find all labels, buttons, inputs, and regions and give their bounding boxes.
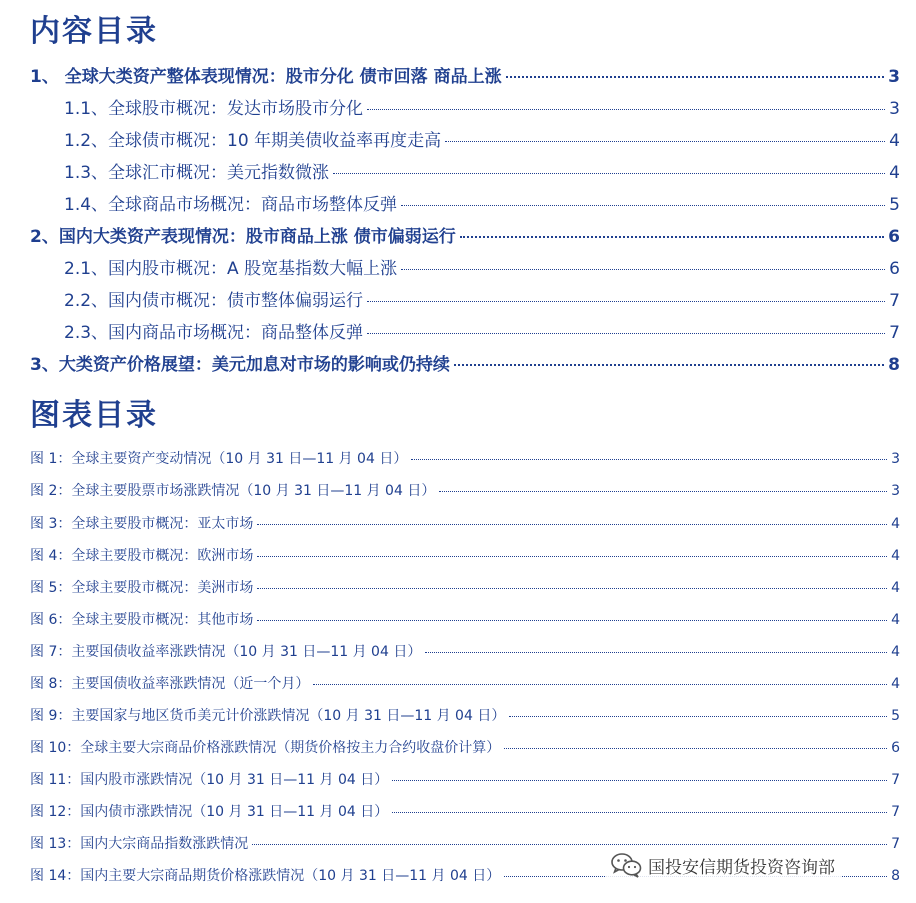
toc-entry-label: 2.3、国内商品市场概况：商品整体反弹: [64, 323, 364, 343]
toc-entry-label: 1.4、全球商品市场概况：商品市场整体反弹: [64, 195, 398, 215]
dot-leader: [454, 364, 884, 366]
figure-entry-page: 6: [891, 740, 900, 756]
figure-entry-label: 图 7：主要国债收益率涨跌情况（10 月 31 日—11 月 04 日）: [30, 644, 422, 660]
figure-entry[interactable]: [30, 801, 900, 827]
toc-entry-page: 6: [888, 227, 900, 247]
figure-entry-page: 3: [891, 451, 900, 467]
figure-entry-page: 3: [891, 483, 900, 499]
figure-entry[interactable]: [30, 737, 900, 763]
toc-entry-label: 1.2、全球债市概况：10 年期美债收益率再度走高: [64, 131, 442, 151]
dot-leader: [257, 524, 887, 525]
toc-entry[interactable]: [30, 222, 900, 252]
dot-leader: [333, 173, 885, 174]
toc-entry-label: 2.2、国内债市概况：债市整体偏弱运行: [64, 291, 364, 311]
figure-entry[interactable]: [30, 673, 900, 699]
figure-entry-page: 4: [891, 612, 900, 628]
figure-entry-label: 图 8：主要国债收益率涨跌情况（近一个月）: [30, 676, 310, 692]
watermark-text: 国投安信期货投资咨询部: [648, 857, 835, 878]
figure-entry-label: 图 14：国内主要大宗商品期货价格涨跌情况（10 月 31 日—11 月 04 日）: [30, 868, 501, 884]
dot-leader: [439, 491, 887, 492]
figure-entry-label: 图 11：国内股市涨跌情况（10 月 31 日—11 月 04 日）: [30, 772, 389, 788]
figure-entry-page: 7: [891, 804, 900, 820]
dot-leader: [425, 652, 887, 653]
dot-leader: [411, 459, 887, 460]
toc-entry-page: 3: [888, 67, 900, 87]
figure-entry-page: 4: [891, 676, 900, 692]
figure-entry-label: 图 5：全球主要股市概况：美洲市场: [30, 580, 254, 596]
figure-entry[interactable]: [30, 545, 900, 571]
toc-entry-label: 2.1、国内股市概况：A 股宽基指数大幅上涨: [64, 259, 398, 279]
figure-entry-page: 4: [891, 580, 900, 596]
toc-entry[interactable]: [30, 62, 900, 92]
dot-leader: [401, 205, 885, 206]
toc-entry-page: 6: [889, 259, 900, 279]
toc-entry[interactable]: [64, 254, 900, 284]
figure-entry[interactable]: [30, 705, 900, 731]
figure-entry-page: 4: [891, 516, 900, 532]
toc-entry[interactable]: [64, 126, 900, 156]
toc-entry[interactable]: [64, 286, 900, 316]
toc-entry-label: 1、 全球大类资产整体表现情况：股市分化 债市回落 商品上涨: [30, 67, 502, 87]
figure-entry-page: 5: [891, 708, 900, 724]
figure-entry-label: 图 1：全球主要资产变动情况（10 月 31 日—11 月 04 日）: [30, 451, 408, 467]
dot-leader: [367, 109, 885, 110]
dot-leader: [367, 301, 885, 302]
figure-entry-page: 4: [891, 548, 900, 564]
figures-title: 图表目录: [30, 398, 158, 433]
figure-entry-label: 图 10：全球主要大宗商品价格涨跌情况（期货价格按主力合约收盘价计算）: [30, 740, 501, 756]
dot-leader: [313, 684, 887, 685]
toc-entry[interactable]: [64, 190, 900, 220]
figure-entry[interactable]: [30, 769, 900, 795]
figure-entry[interactable]: [30, 480, 900, 506]
dot-leader: [367, 333, 885, 334]
figure-entry-label: 图 4：全球主要股市概况：欧洲市场: [30, 548, 254, 564]
toc-entry[interactable]: [64, 318, 900, 348]
toc-entry[interactable]: [64, 158, 900, 188]
wechat-icon: [610, 852, 642, 878]
toc-entry-page: 7: [889, 323, 900, 343]
toc-entry[interactable]: [64, 94, 900, 124]
toc-entry-page: 3: [889, 99, 900, 119]
dot-leader: [460, 236, 884, 238]
dot-leader: [506, 76, 885, 78]
figure-entry-label: 图 6：全球主要股市概况：其他市场: [30, 612, 254, 628]
figure-entry-page: 8: [891, 868, 900, 884]
figure-entry-label: 图 9：主要国家与地区货币美元计价涨跌情况（10 月 31 日—11 月 04 日）: [30, 708, 506, 724]
dot-leader: [252, 844, 887, 845]
figure-entry-label: 图 13：国内大宗商品指数涨跌情况: [30, 836, 249, 852]
figure-entry-label: 图 2：全球主要股票市场涨跌情况（10 月 31 日—11 月 04 日）: [30, 483, 436, 499]
toc-entry-page: 5: [889, 195, 900, 215]
dot-leader: [504, 748, 887, 749]
toc-entry-page: 7: [889, 291, 900, 311]
dot-leader: [392, 812, 887, 813]
toc-title: 内容目录: [30, 14, 158, 49]
watermark: [606, 848, 841, 882]
toc-entry-label: 2、国内大类资产表现情况：股市商品上涨 债市偏弱运行: [30, 227, 456, 247]
figure-entry[interactable]: [30, 448, 900, 474]
figure-entry-page: 7: [891, 772, 900, 788]
dot-leader: [401, 269, 885, 270]
figure-entry[interactable]: [30, 513, 900, 539]
dot-leader: [257, 556, 887, 557]
dot-leader: [392, 780, 887, 781]
toc-entry[interactable]: [30, 350, 900, 380]
toc-entry-page: 4: [889, 131, 900, 151]
dot-leader: [257, 588, 887, 589]
toc-entry-page: 4: [889, 163, 900, 183]
figure-entry-label: 图 3：全球主要股市概况：亚太市场: [30, 516, 254, 532]
dot-leader: [445, 141, 885, 142]
toc-entry-label: 1.1、全球股市概况：发达市场股市分化: [64, 99, 364, 119]
figure-entry[interactable]: [30, 641, 900, 667]
figure-entry-label: 图 12：国内债市涨跌情况（10 月 31 日—11 月 04 日）: [30, 804, 389, 820]
dot-leader: [257, 620, 887, 621]
dot-leader: [509, 716, 887, 717]
toc-entry-page: 8: [888, 355, 900, 375]
figure-entry-page: 7: [891, 836, 900, 852]
toc-entry-label: 1.3、全球汇市概况：美元指数微涨: [64, 163, 330, 183]
toc-entry-label: 3、大类资产价格展望：美元加息对市场的影响或仍持续: [30, 355, 450, 375]
figure-entry-page: 4: [891, 644, 900, 660]
figure-entry[interactable]: [30, 577, 900, 603]
figure-entry[interactable]: [30, 609, 900, 635]
